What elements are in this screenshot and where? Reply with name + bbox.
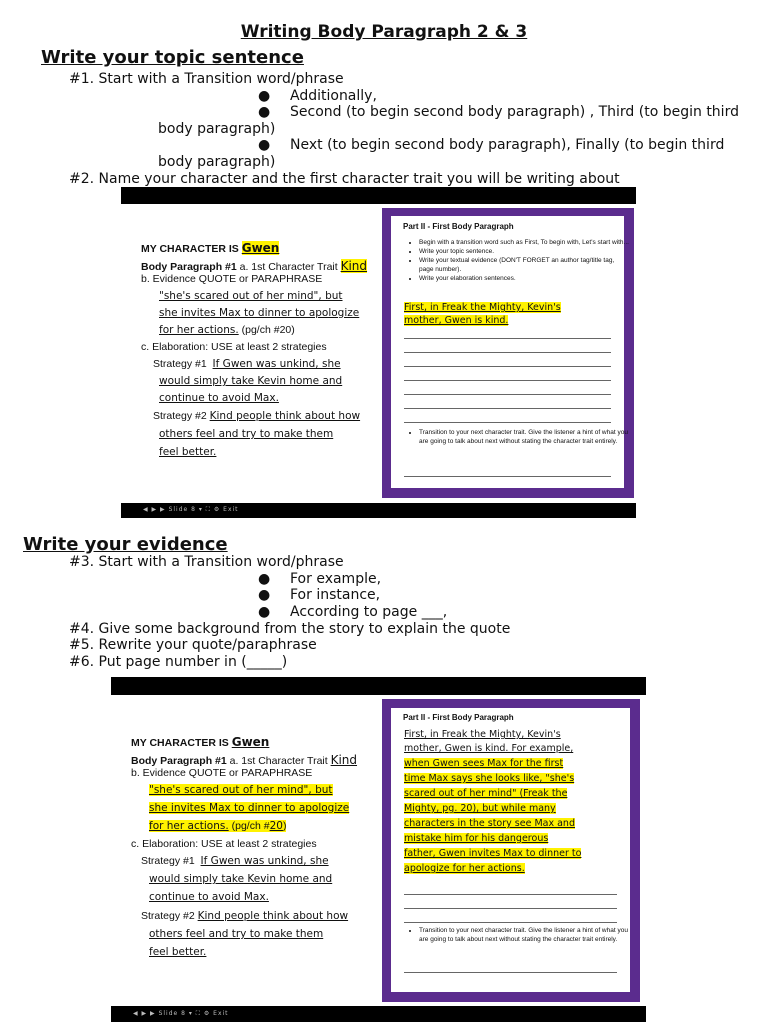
- written-line: mother, Gwen is kind. For example,: [404, 743, 574, 754]
- card-instructions: • Begin with a transition word such as First, To begin with, Let's start with... • Write your topic sentence. • Write your textual evidence (DON'T FORGET an author tag/title tag, page number). • Write your elaboration sentences.: [405, 238, 629, 283]
- elaboration-label: c. Elaboration: USE at least 2 strategies: [131, 838, 317, 850]
- strategy-2-line: others feel and try to make them: [159, 428, 334, 440]
- answer-line: [404, 476, 611, 477]
- written-line: time Max says she looks like, "she's: [404, 773, 575, 784]
- strategy-2-line: feel better.: [149, 946, 207, 958]
- strategy-1-line: continue to avoid Max.: [159, 392, 279, 404]
- answer-line: [404, 422, 611, 423]
- strategy-2-line: others feel and try to make them: [149, 928, 324, 940]
- strategy-2-line: feel better.: [159, 446, 217, 458]
- trait-value: Kind: [330, 753, 358, 767]
- character-name: Gwen: [241, 241, 280, 255]
- answer-line: [404, 338, 611, 339]
- elaboration-label: c. Elaboration: USE at least 2 strategies: [141, 341, 327, 353]
- quote-line: "she's scared out of her mind", but: [159, 290, 343, 302]
- slide-controls[interactable]: ◀ ▶ ▶ Slide 8 ▾ ⛶ ⚙ Exit: [143, 506, 239, 513]
- written-line: father, Gwen invites Max to dinner to: [404, 848, 582, 859]
- written-line: Mighty, pg. 20), but while many: [404, 803, 556, 814]
- card-title: Part II - First Body Paragraph: [403, 713, 514, 722]
- step-2: #2. Name your character and the first character trait you will be writing about: [69, 171, 620, 187]
- quote-line: she invites Max to dinner to apologize: [159, 307, 360, 319]
- trait-line: Body Paragraph #1 a. 1st Character Trait Kind: [131, 753, 358, 767]
- section-heading-topic-sentence: Write your topic sentence: [41, 47, 304, 68]
- strategy-1-line: would simply take Kevin home and: [149, 873, 333, 885]
- answer-line: [404, 922, 617, 923]
- section-heading-evidence: Write your evidence: [23, 534, 228, 555]
- step-6: #6. Put page number in (_____): [69, 654, 288, 670]
- slide-top-bar: [121, 187, 636, 204]
- bullet-dot-icon: ●: [258, 587, 271, 603]
- bullet-dot-icon: ●: [258, 88, 271, 104]
- slide-top-bar: [111, 677, 646, 695]
- strategy-2: Strategy #2 Kind people think about how: [141, 910, 349, 922]
- bullet-item: ● For example,: [258, 571, 382, 587]
- bullet-continuation: body paragraph): [158, 121, 276, 137]
- slide-control-bar: [111, 1006, 646, 1022]
- step-5: #5. Rewrite your quote/paraphrase: [69, 637, 317, 653]
- answer-line: [404, 394, 611, 395]
- paragraph-card: [391, 216, 629, 488]
- paragraph-card: [391, 708, 630, 992]
- slide-controls[interactable]: ◀ ▶ ▶ Slide 8 ▾ ⛶ ⚙ Exit: [133, 1010, 229, 1017]
- strategy-1-line: continue to avoid Max.: [149, 891, 269, 903]
- quote-line-last: for her actions. (pg/ch #20): [149, 820, 287, 832]
- paragraph-card-frame: [382, 699, 640, 1002]
- written-line: scared out of her mind" (Freak the: [404, 788, 568, 799]
- bullet-item: ● Next (to begin second body paragraph), Finally (to begin third: [258, 137, 725, 153]
- page-title: Writing Body Paragraph 2 & 3: [240, 22, 528, 42]
- written-line: First, in Freak the Mighty, Kevin's: [404, 302, 561, 313]
- bullet-item: ● According to page ___,: [258, 604, 448, 620]
- bullet-dot-icon: ●: [258, 571, 271, 587]
- card-footer: • Transition to your next character trait. Give the listener a hint of what you are going to talk about next without stating the character trait entirely.: [405, 428, 629, 446]
- answer-line: [404, 366, 611, 367]
- strategy-1-line: would simply take Kevin home and: [159, 375, 343, 387]
- bullet-dot-icon: ●: [258, 604, 271, 620]
- slide-screenshot-1: [121, 187, 636, 518]
- answer-line: [404, 908, 617, 909]
- written-line: characters in the story see Max and: [404, 818, 575, 829]
- bullet-item: ● Second (to begin second body paragraph) , Third (to begin third: [258, 104, 739, 120]
- step-1: #1. Start with a Transition word/phrase: [69, 71, 344, 87]
- evidence-label: b. Evidence QUOTE or PARAPHRASE: [131, 767, 313, 779]
- written-line: mistake him for his dangerous: [404, 833, 549, 844]
- character-name: Gwen: [231, 735, 270, 749]
- character-label: MY CHARACTER IS Gwen: [141, 241, 280, 255]
- quote-line: she invites Max to dinner to apologize: [149, 802, 350, 814]
- card-title: Part II - First Body Paragraph: [403, 222, 514, 231]
- character-label: MY CHARACTER IS Gwen: [131, 735, 270, 749]
- written-line: First, in Freak the Mighty, Kevin's: [404, 729, 561, 740]
- strategy-2: Strategy #2 Kind people think about how: [153, 410, 361, 422]
- strategy-1: Strategy #1 If Gwen was unkind, she: [153, 358, 341, 370]
- bullet-continuation: body paragraph): [158, 154, 276, 170]
- written-line: mother, Gwen is kind.: [404, 315, 509, 326]
- quote-line-last: for her actions. (pg/ch #20): [159, 324, 295, 336]
- answer-line: [404, 352, 611, 353]
- trait-line: Body Paragraph #1 a. 1st Character Trait Kind: [141, 259, 368, 273]
- card-footer: • Transition to your next character trait. Give the listener a hint of what you are going to talk about next without stating the character trait entirely.: [405, 926, 635, 944]
- slide-control-bar: [121, 503, 636, 518]
- bullet-item: ● For instance,: [258, 587, 381, 603]
- step-3: #3. Start with a Transition word/phrase: [69, 554, 344, 570]
- strategy-1: Strategy #1 If Gwen was unkind, she: [141, 855, 329, 867]
- written-line: apologize for her actions.: [404, 863, 525, 874]
- bullet-dot-icon: ●: [258, 137, 271, 153]
- step-4: #4. Give some background from the story to explain the quote: [69, 621, 511, 637]
- trait-value: Kind: [340, 259, 368, 273]
- answer-line: [404, 894, 617, 895]
- paragraph-card-frame: [382, 208, 634, 498]
- slide-screenshot-2: [111, 677, 646, 1022]
- evidence-label: b. Evidence QUOTE or PARAPHRASE: [141, 273, 323, 285]
- answer-line: [404, 380, 611, 381]
- bullet-dot-icon: ●: [258, 104, 271, 120]
- quote-line: "she's scared out of her mind", but: [149, 784, 333, 796]
- answer-line: [404, 408, 611, 409]
- answer-line: [404, 972, 617, 973]
- bullet-item: ● Additionally,: [258, 88, 377, 104]
- written-line: when Gwen sees Max for the first: [404, 758, 564, 769]
